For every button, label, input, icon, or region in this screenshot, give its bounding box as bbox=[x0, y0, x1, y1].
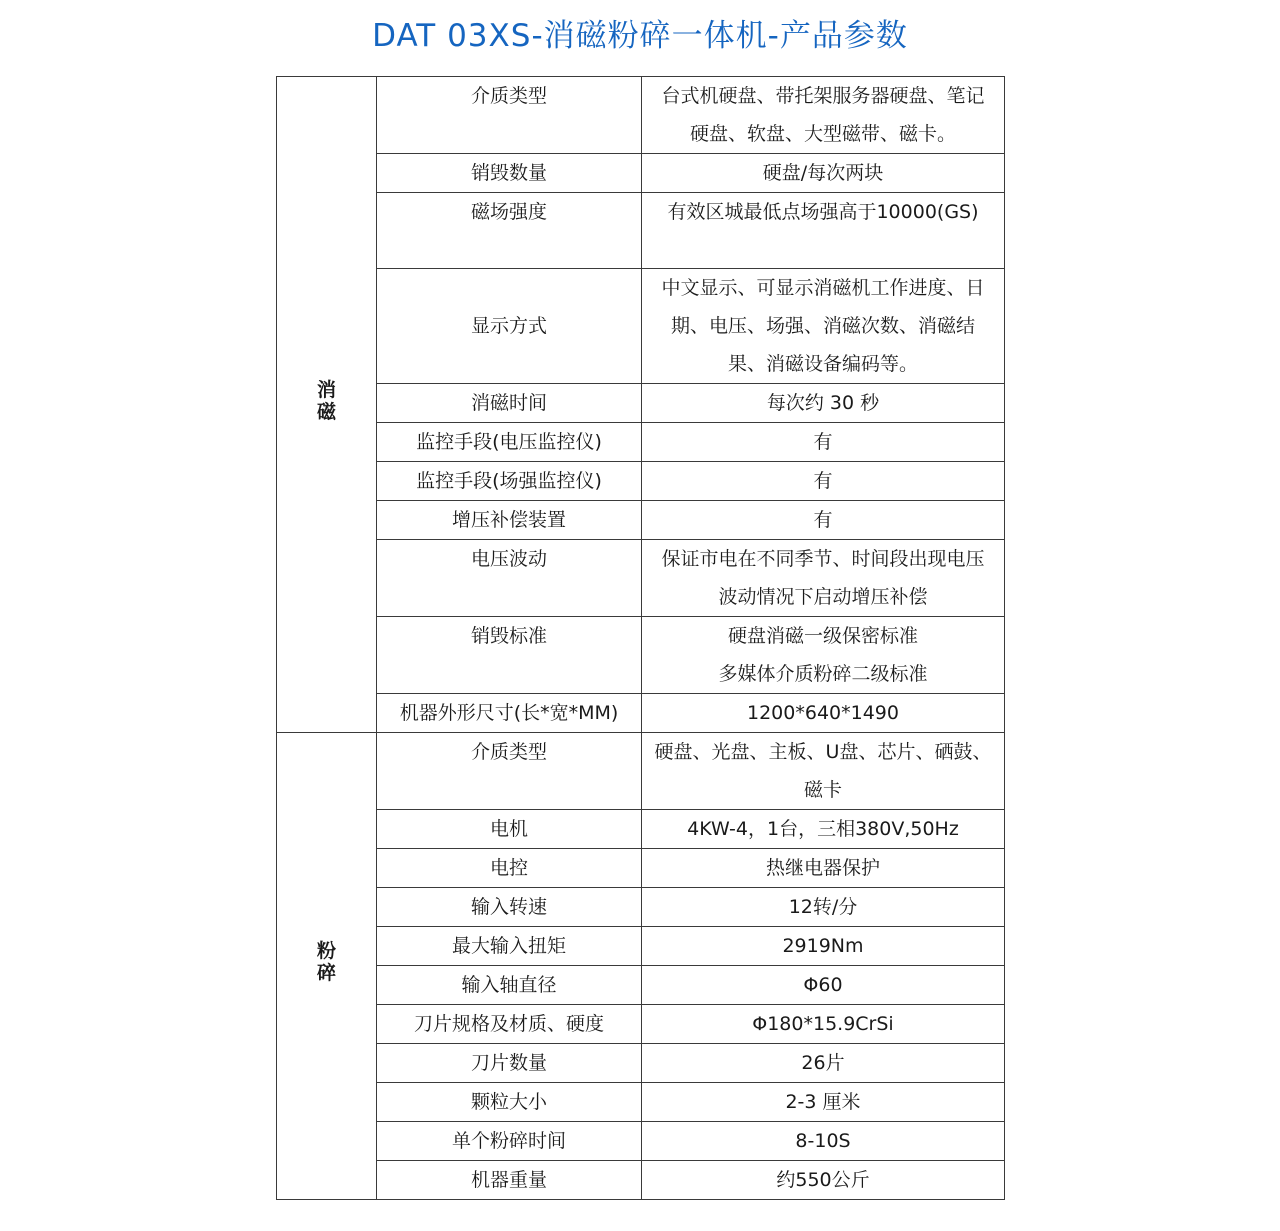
param-value-cell: 热继电器保护 bbox=[642, 849, 1005, 888]
param-value-cell: 2-3 厘米 bbox=[642, 1083, 1005, 1122]
table-row bbox=[277, 927, 1005, 966]
table-row bbox=[277, 462, 1005, 501]
param-value-cell: 2919Nm bbox=[642, 927, 1005, 966]
param-name-cell: 电控 bbox=[377, 849, 642, 888]
param-name-cell: 输入轴直径 bbox=[377, 966, 642, 1005]
table-row bbox=[277, 154, 1005, 193]
param-name-cell: 电压波动 bbox=[377, 540, 642, 617]
table-row bbox=[277, 849, 1005, 888]
param-value-cell: 有 bbox=[642, 462, 1005, 501]
param-value-cell: 硬盘、光盘、主板、U盘、芯片、硒鼓、磁卡 bbox=[642, 733, 1005, 810]
table-row bbox=[277, 888, 1005, 927]
param-name-cell: 显示方式 bbox=[377, 269, 642, 384]
table-row bbox=[277, 1083, 1005, 1122]
param-value-cell: Φ60 bbox=[642, 966, 1005, 1005]
table-row bbox=[277, 384, 1005, 423]
param-name-cell: 增压补偿装置 bbox=[377, 501, 642, 540]
param-value-cell: 12转/分 bbox=[642, 888, 1005, 927]
param-name-cell: 介质类型 bbox=[377, 733, 642, 810]
param-value-cell: 有 bbox=[642, 423, 1005, 462]
param-name-cell: 监控手段(场强监控仪) bbox=[377, 462, 642, 501]
param-value-cell: 硬盘消磁一级保密标准 多媒体介质粉碎二级标准 bbox=[642, 617, 1005, 694]
table-row bbox=[277, 501, 1005, 540]
param-value-cell: 26片 bbox=[642, 1044, 1005, 1083]
param-value-cell: 中文显示、可显示消磁机工作进度、日期、电压、场强、消磁次数、消磁结果、消磁设备编码等。 bbox=[642, 269, 1005, 384]
table-row bbox=[277, 617, 1005, 694]
table-row bbox=[277, 540, 1005, 617]
param-value-cell: 台式机硬盘、带托架服务器硬盘、笔记硬盘、软盘、大型磁带、磁卡。 bbox=[642, 77, 1005, 154]
table-row bbox=[277, 810, 1005, 849]
section-label-cell bbox=[277, 733, 377, 1200]
table-row bbox=[277, 966, 1005, 1005]
table-row bbox=[277, 423, 1005, 462]
param-value-cell: 有效区城最低点场强高于10000(GS) bbox=[642, 193, 1005, 269]
param-name-cell: 颗粒大小 bbox=[377, 1083, 642, 1122]
param-value-cell: 8-10S bbox=[642, 1122, 1005, 1161]
table-row bbox=[277, 1044, 1005, 1083]
table-row bbox=[277, 1161, 1005, 1200]
table-row bbox=[277, 694, 1005, 733]
section-label-cell bbox=[277, 77, 377, 733]
param-name-cell: 单个粉碎时间 bbox=[377, 1122, 642, 1161]
table-row bbox=[277, 733, 1005, 810]
spec-table-body bbox=[277, 77, 1005, 1200]
param-value-cell: 硬盘/每次两块 bbox=[642, 154, 1005, 193]
param-name-cell: 销毁数量 bbox=[377, 154, 642, 193]
param-value-cell: 保证市电在不同季节、时间段出现电压波动情况下启动增压补偿 bbox=[642, 540, 1005, 617]
param-value-cell: 有 bbox=[642, 501, 1005, 540]
table-row bbox=[277, 77, 1005, 154]
param-name-cell: 输入转速 bbox=[377, 888, 642, 927]
param-name-cell: 消磁时间 bbox=[377, 384, 642, 423]
param-name-cell: 刀片规格及材质、硬度 bbox=[377, 1005, 642, 1044]
param-value-cell: 4KW-4，1台，三相380V,50Hz bbox=[642, 810, 1005, 849]
param-name-cell: 磁场强度 bbox=[377, 193, 642, 269]
param-name-cell: 监控手段(电压监控仪) bbox=[377, 423, 642, 462]
param-value-cell: 每次约 30 秒 bbox=[642, 384, 1005, 423]
table-row bbox=[277, 193, 1005, 269]
table-row bbox=[277, 1005, 1005, 1044]
param-name-cell: 销毁标准 bbox=[377, 617, 642, 694]
param-name-cell: 电机 bbox=[377, 810, 642, 849]
section-label: 消磁 bbox=[316, 378, 336, 423]
param-name-cell: 介质类型 bbox=[377, 77, 642, 154]
param-value-cell: 约550公斤 bbox=[642, 1161, 1005, 1200]
table-row bbox=[277, 269, 1005, 384]
param-name-cell: 刀片数量 bbox=[377, 1044, 642, 1083]
param-name-cell: 最大输入扭矩 bbox=[377, 927, 642, 966]
param-value-cell: 1200*640*1490 bbox=[642, 694, 1005, 733]
page-title: DAT 03XS-消磁粉碎一体机-产品参数 bbox=[372, 18, 908, 54]
param-value-cell: Φ180*15.9CrSi bbox=[642, 1005, 1005, 1044]
param-name-cell: 机器外形尺寸(长*宽*MM) bbox=[377, 694, 642, 733]
spec-table bbox=[276, 76, 1005, 1200]
section-label: 粉碎 bbox=[316, 940, 336, 984]
param-name-cell: 机器重量 bbox=[377, 1161, 642, 1200]
table-row bbox=[277, 1122, 1005, 1161]
